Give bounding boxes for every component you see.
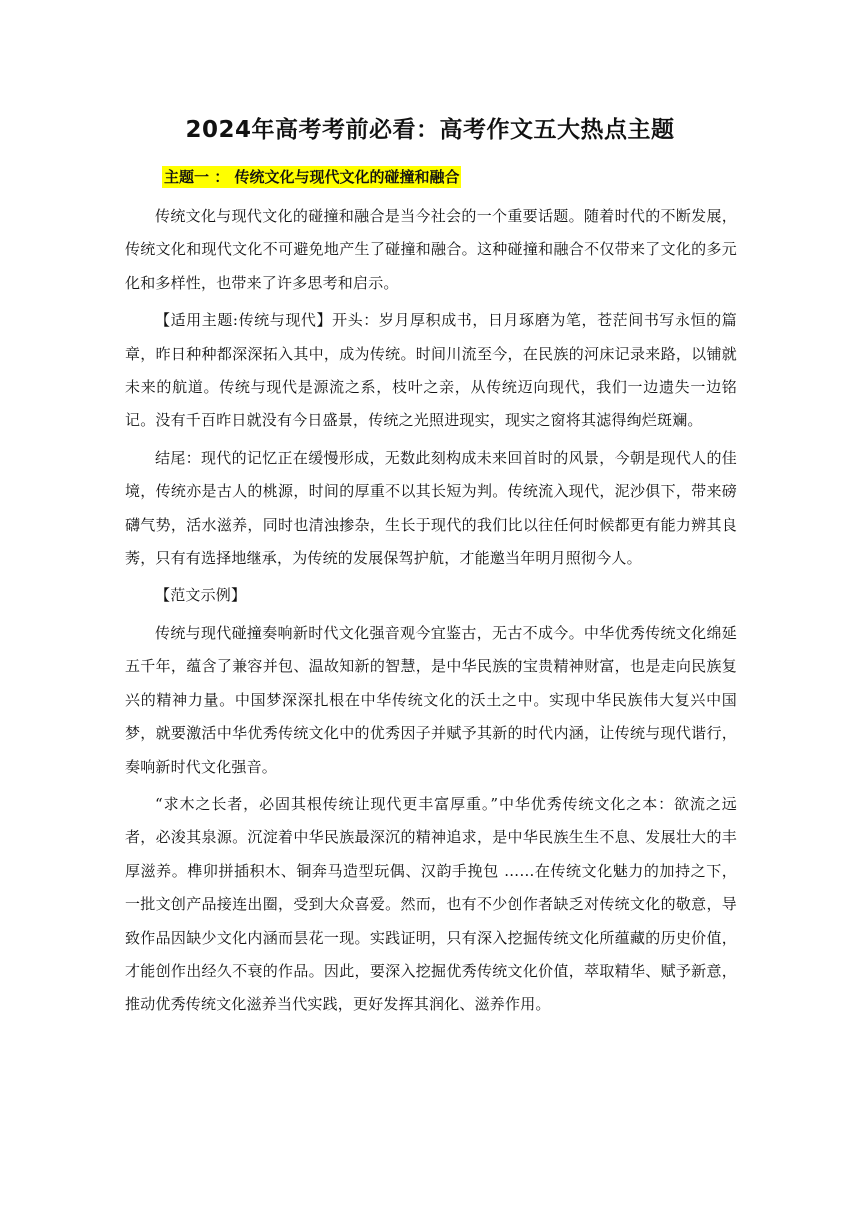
theme-heading-text: 主题一 ： 传统文化与现代文化的碰撞和融合 [164,168,460,186]
paragraph-example-1: 传统与现代碰撞奏响新时代文化强音观今宜鉴古，无古不成今。中华优秀传统文化绵延五千年，蕴含了兼容并包、温故知新的智慧，是中华民族的宝贵精神财富，也是走向民族复兴的精神力量。中国梦深深扎根在中华传统文化的沃土之中。实现中华民族伟大复兴中国梦，就要激活中华优秀传统文化中的优秀因子并赋予其新的时代内涵，让传统与现代谐行，奏响新时代文化强音。 [125,623,737,776]
theme-heading [162,164,461,190]
paragraph-example-label: 【范文示例】 [155,586,247,605]
document-title: 2024年高考考前必看：高考作文五大热点主题 [185,117,675,143]
paragraph-example-2: “求木之长者，必固其根传统让现代更丰富厚重。”中华优秀传统文化之本：欲流之远者，必浚其泉源。沉淀着中华民族最深沉的精神追求，是中华民族生生不息、发展壮大的丰厚滋养。榫卯拼插积木、铜奔马造型玩偶、汉韵手挽包 ……在传统文化魅力的加持之下，一批文创产品接连出圈，受到大众喜爱。然而，也有不少创作者缺乏对传统文化的敬意，导致作品因缺少文化内涵而昙花一现。实践证明，只有深入挖掘传统文化所蕴藏的历史价值，才能创作出经久不衰的作品。因此，要深入挖掘优秀传统文化价值，萃取精华、赋予新意，推动优秀传统文化滋养当代实践，更好发挥其润化、滋养作用。 [125,794,737,1014]
paragraph-intro: 传统文化与现代文化的碰撞和融合是当今社会的一个重要话题。随着时代的不断发展，传统文化和现代文化不可避免地产生了碰撞和融合。这种碰撞和融合不仅带来了文化的多元化和多样性，也带来了许多思考和启示。 [125,207,737,292]
paragraph-opening: 【适用主题:传统与现代】开头：岁月厚积成书，日月琢磨为笔，苍茫间书写永恒的篇章，昨日种种都深深拓入其中，成为传统。时间川流至今，在民族的河床记录来路，以铺就未来的航道。传统与现代是源流之系，枝叶之亲，从传统迈向现代，我们一边遗失一边铭记。没有千百昨日就没有今日盛景，传统之光照进现实，现实之窗将其滤得绚烂斑斓。 [125,311,737,430]
paragraph-ending: 结尾：现代的记忆正在缓慢形成，无数此刻构成未来回首时的风景，今朝是现代人的佳境，传统亦是古人的桃源，时间的厚重不以其长短为判。传统流入现代，泥沙俱下，带来磅礴气势，活水滋养，同时也清浊掺杂，生长于现代的我们比以往任何时候都更有能力辨其良莠，只有有选择地继承，为传统的发展保驾护航，才能邀当年明月照彻今人。 [125,448,737,568]
article-body [125,200,737,1026]
